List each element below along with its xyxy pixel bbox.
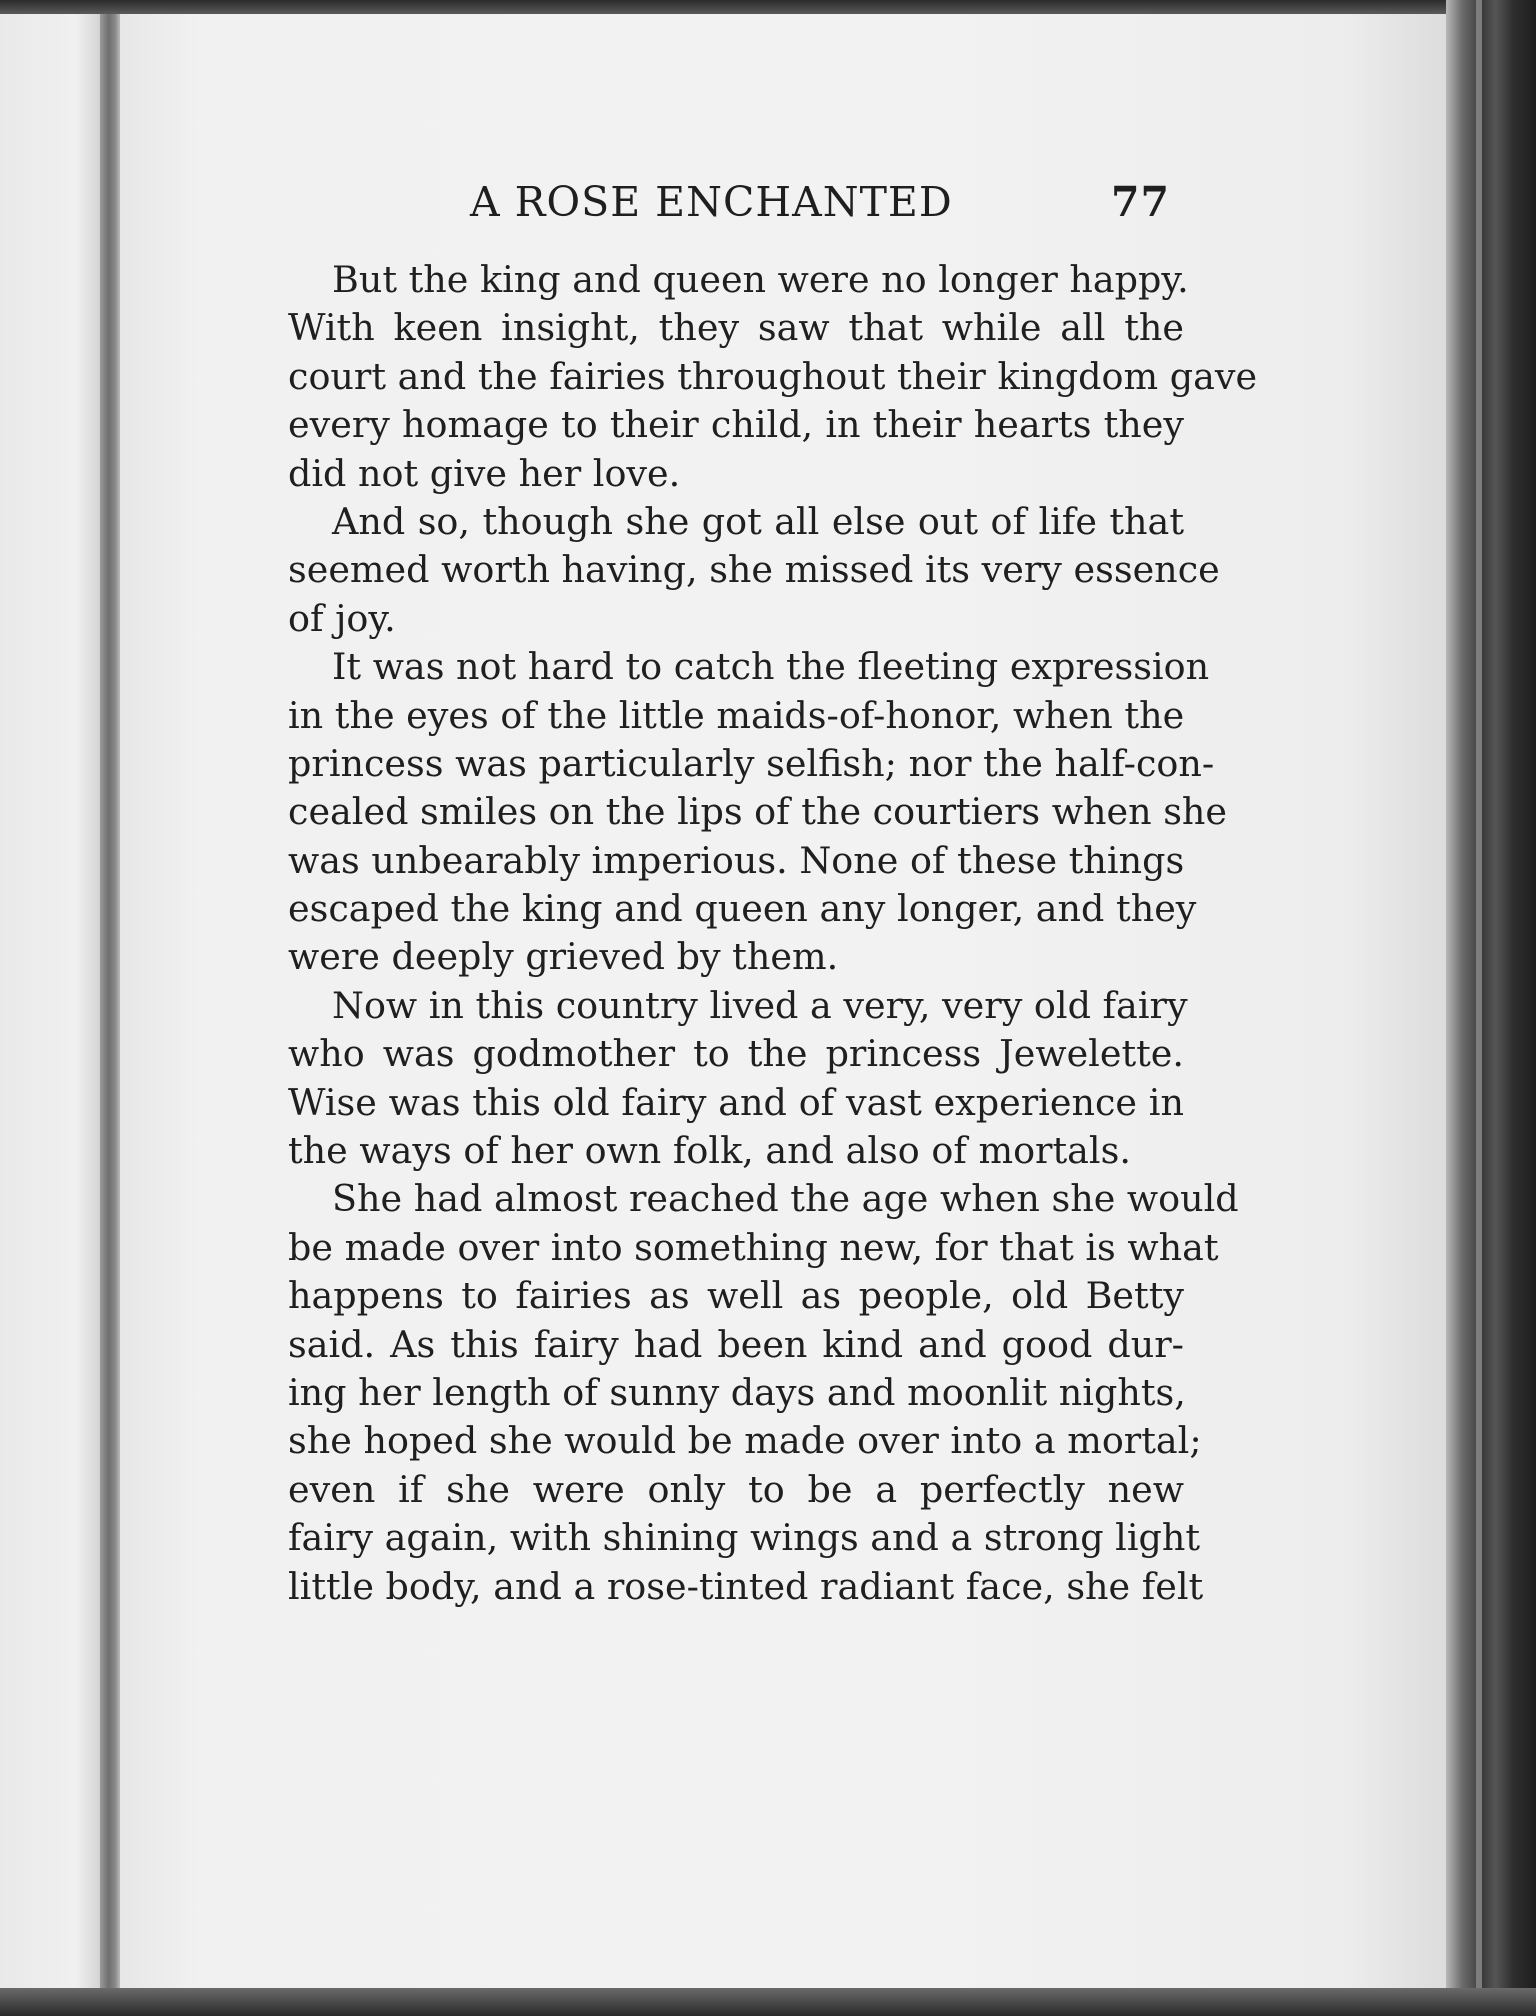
text-line: princess was particularly selfish; nor the half-con- <box>288 741 1215 785</box>
text-line: And so, though she got all else out of life that <box>332 499 1184 543</box>
text-line: were deeply grieved by them. <box>288 935 839 979</box>
text-line: Now in this country lived a very, very old fairy <box>332 983 1188 1027</box>
text-line: in the eyes of the little maids-of-honor, when the <box>288 693 1185 737</box>
running-head <box>290 178 1170 238</box>
text-line: was unbearably imperious. None of these things <box>288 838 1185 882</box>
text-line: said. As this fairy had been kind and good dur- <box>288 1322 1184 1366</box>
text-line: But the king and queen were no longer happy. <box>332 258 1189 301</box>
text-line: who was godmother to the princess Jewelette. <box>288 1032 1184 1076</box>
text-line: With keen insight, they saw that while all the <box>288 306 1184 350</box>
text-line: little body, and a rose-tinted radiant face, she felt <box>288 1564 1204 1608</box>
text-line: of joy. <box>288 596 396 640</box>
text-line: happens to fairies as well as people, old Betty <box>288 1274 1184 1318</box>
text-line: She had almost reached the age when she would <box>332 1177 1239 1221</box>
text-line: Wise was this old fairy and of vast experience in <box>288 1080 1184 1124</box>
text-line: cealed smiles on the lips of the courtiers when she <box>288 790 1228 834</box>
text-line: even if she were only to be a perfectly new <box>288 1467 1184 1511</box>
text-line: she hoped she would be made over into a mortal; <box>288 1419 1202 1463</box>
text-line: court and the fairies throughout their kingdom gave <box>288 354 1258 398</box>
text-line: be made over into something new, for that is what <box>288 1225 1219 1269</box>
text-line: every homage to their child, in their hearts they <box>288 403 1184 447</box>
text-line: It was not hard to catch the fleeting expression <box>332 645 1210 689</box>
text-line: did not give her love. <box>288 451 681 495</box>
text-line: fairy again, with shining wings and a strong light <box>288 1516 1201 1560</box>
text-line: seemed worth having, she missed its very essence <box>288 548 1220 592</box>
text-line: escaped the king and queen any longer, and they <box>288 887 1197 931</box>
page-number: 77 <box>1110 178 1170 226</box>
text-line: the ways of her own folk, and also of mortals. <box>288 1129 1131 1173</box>
body-text <box>288 256 1258 1611</box>
text-line: ing her length of sunny days and moonlit nights, <box>288 1370 1186 1414</box>
running-title: A ROSE ENCHANTED <box>470 178 953 226</box>
